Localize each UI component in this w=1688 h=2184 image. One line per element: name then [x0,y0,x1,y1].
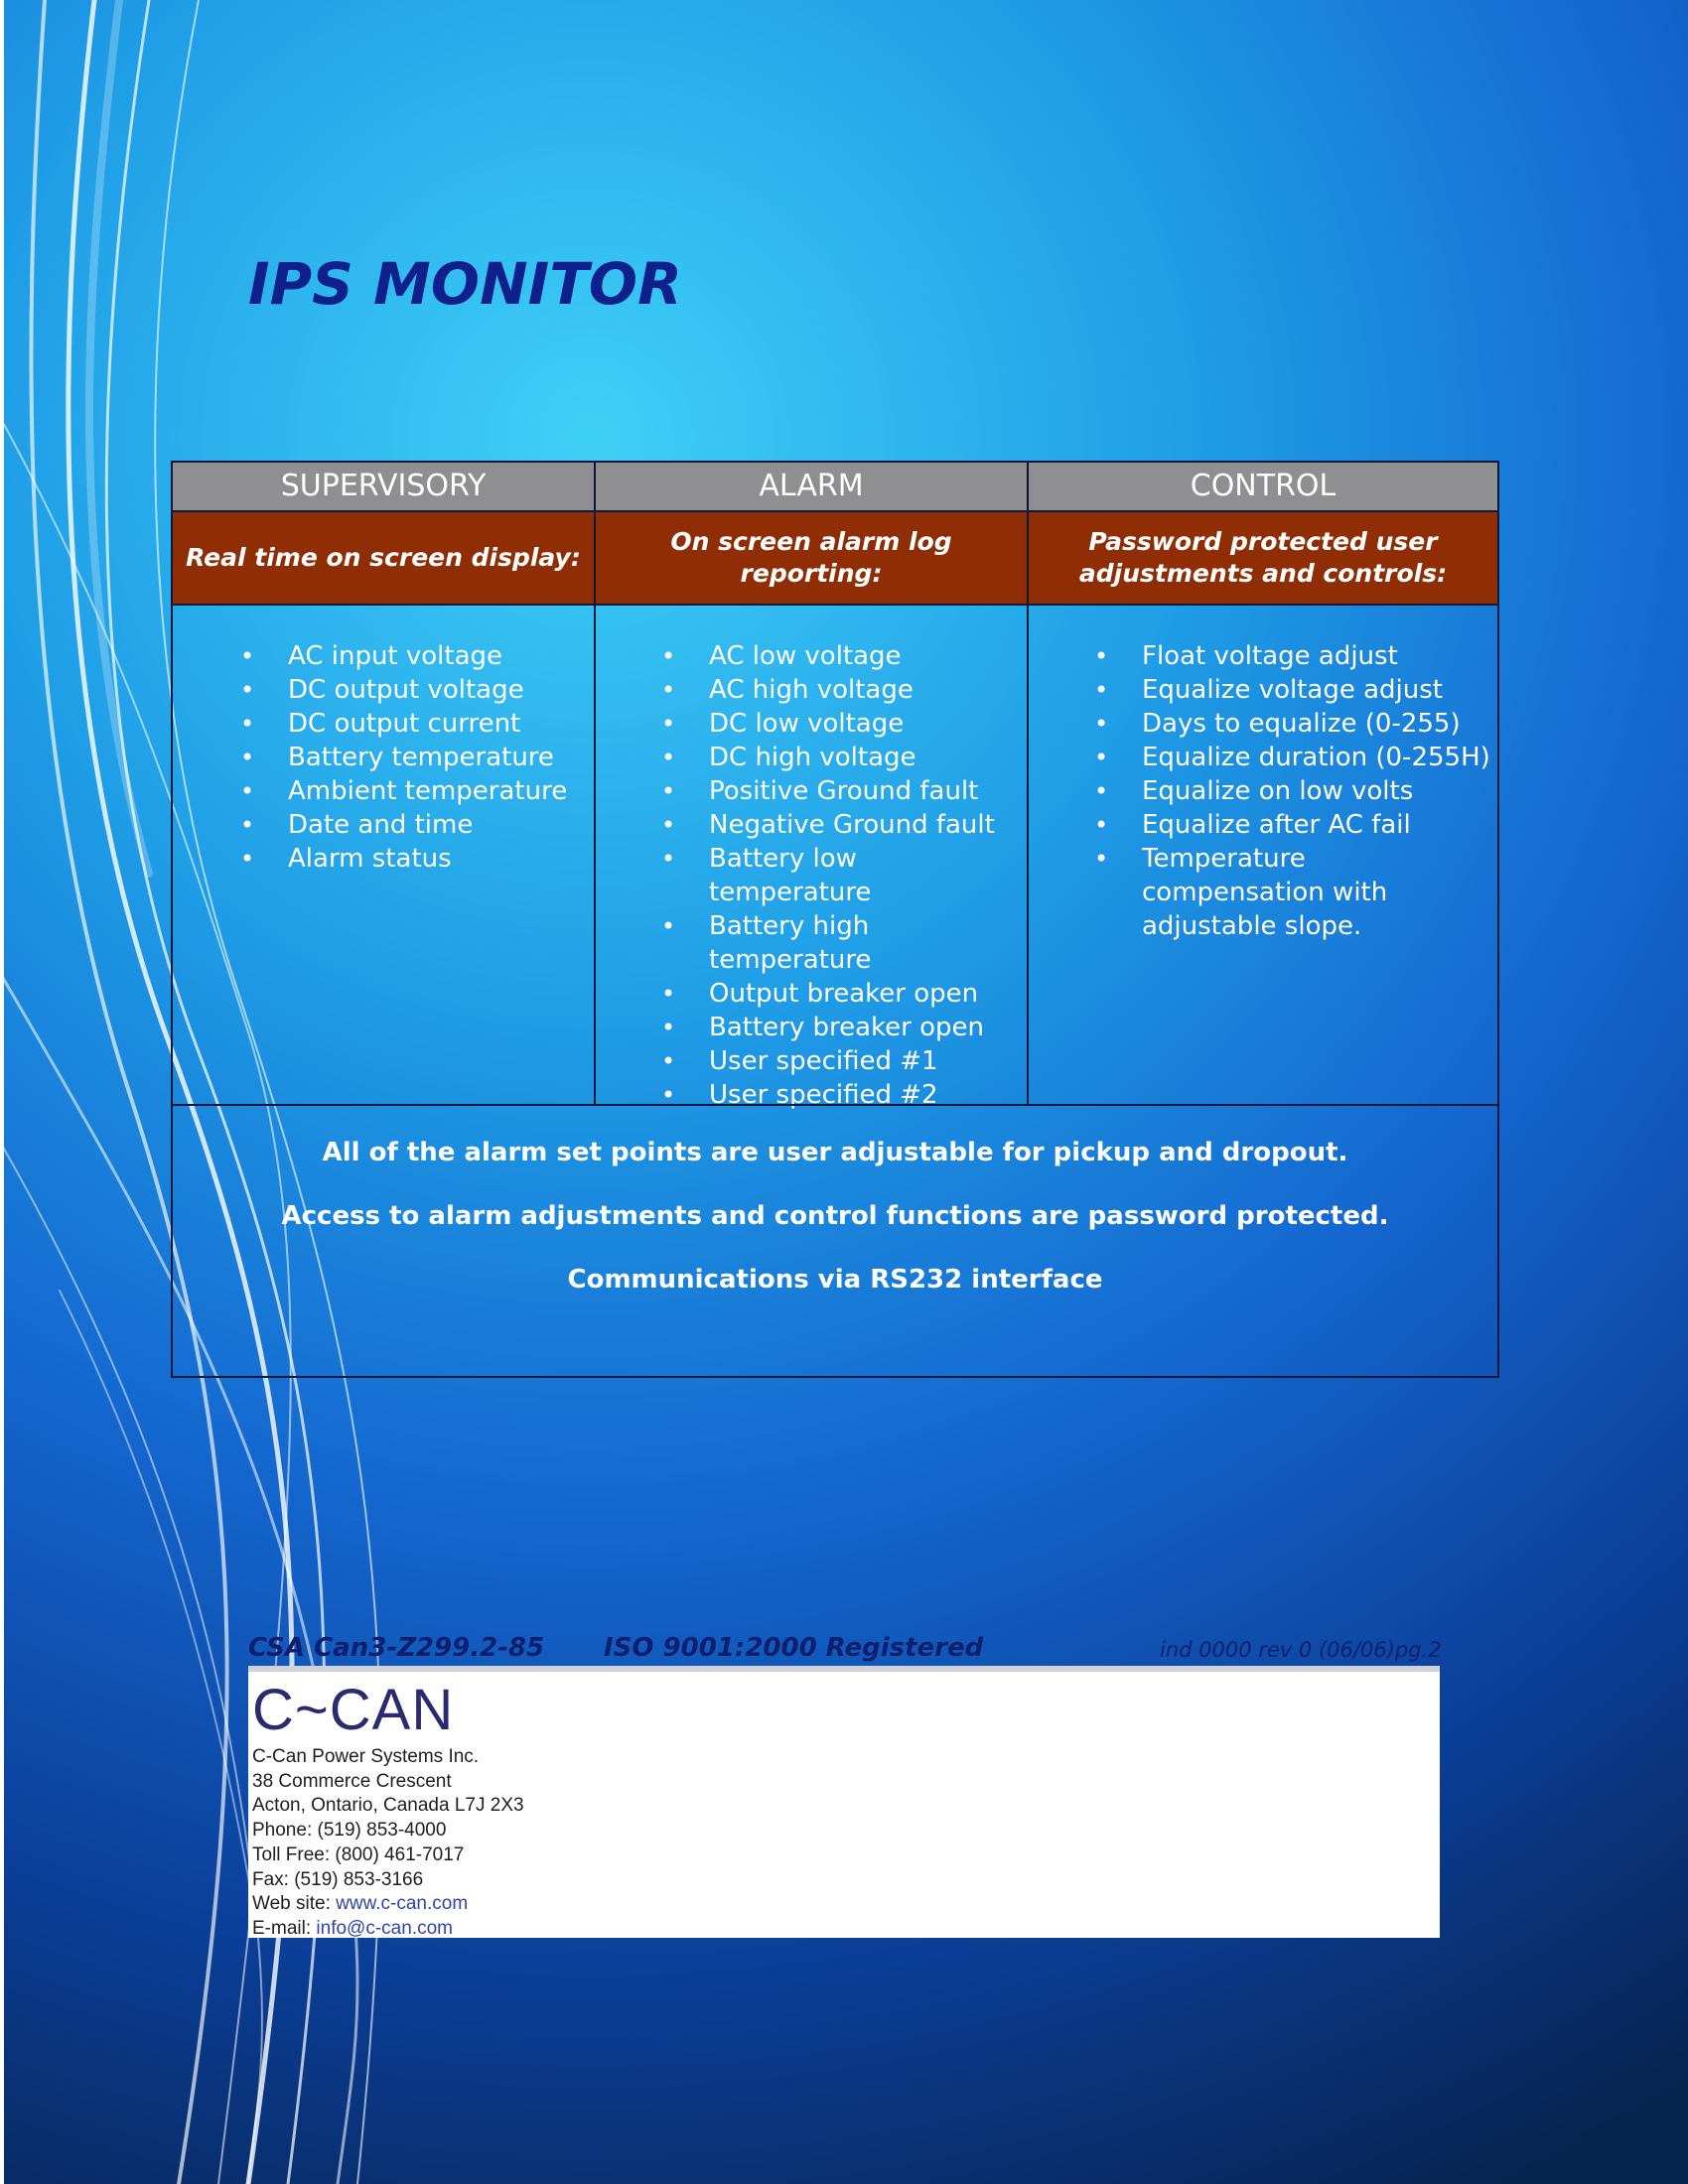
email-link[interactable]: info@c-can.com [316,1917,453,1939]
contact-divider [248,1666,1440,1672]
list-item: • Alarm status [288,842,567,876]
list-item: • Days to equalize (0-255) [1142,707,1495,741]
fax-label: Fax: [252,1868,295,1890]
list-item: • Battery temperature [288,741,567,774]
list-item: • Positive Ground fault [709,774,1017,808]
fax-number: (519) 853-3166 [294,1868,424,1890]
contact-details [252,1745,524,1942]
list-item: • Date and time [288,808,567,842]
list-item: • Temperature compensation with adjustable slope. [1142,842,1495,943]
supervisory-list-cell [173,606,594,1104]
tollfree-line [252,1843,524,1868]
list-item: • User specified #1 [709,1044,1017,1078]
list-item: • Ambient temperature [288,774,567,808]
feature-table [171,461,1499,1378]
phone-line [252,1819,524,1843]
control-list-cell [1027,606,1497,1104]
control-list [1142,639,1495,943]
website-label: Web site: [252,1893,337,1915]
list-item: • DC output current [288,707,567,741]
tollfree-number: (800) 461-7017 [335,1843,465,1865]
list-item: • Equalize on low volts [1142,774,1495,808]
list-item: • AC high voltage [709,673,1017,707]
list-item: • Negative Ground fault [709,808,1017,842]
fax-line [252,1868,524,1893]
list-item: • Battery low temperature [709,842,888,909]
list-item: • Battery breaker open [709,1011,1017,1044]
company-logo: C~CAN [252,1678,455,1742]
list-item: • User specified #2 [709,1078,1017,1112]
list-item: • Equalize after AC fail [1142,808,1495,842]
list-item: • Output breaker open [709,977,1017,1011]
tollfree-label: Toll Free: [252,1843,336,1865]
list-item: • DC high voltage [709,741,1017,774]
note-setpoints: All of the alarm set points are user adjustable for pickup and dropout. [322,1138,1348,1167]
email-line [252,1917,524,1942]
column-header-alarm: ALARM [594,463,1027,510]
email-label: E-mail: [252,1917,317,1939]
address-line-2: Acton, Ontario, Canada L7J 2X3 [252,1795,524,1817]
column-header-control: CONTROL [1027,463,1497,510]
list-item: • Equalize duration (0-255H) [1142,741,1495,774]
phone-number: (519) 853-4000 [317,1820,447,1842]
list-item: • Float voltage adjust [1142,639,1495,673]
contact-box [248,1666,1440,1938]
list-item: • DC low voltage [709,707,1017,741]
supervisory-list [288,639,567,876]
csa-standard: CSA Can3-Z299.2-85 [248,1633,545,1663]
note-communications: Communications via RS232 interface [567,1265,1103,1295]
note-password: Access to alarm adjustments and control functions are password protected. [281,1201,1389,1231]
website-link[interactable]: www.c-can.com [336,1893,469,1915]
table-notes [173,1104,1497,1376]
list-item: • AC input voltage [288,639,567,673]
list-item: • AC low voltage [709,639,1017,673]
revision-label: ind 0000 rev 0 (06/06)pg.2 [1160,1638,1442,1662]
column-header-supervisory: SUPERVISORY [173,463,594,510]
website-line [252,1892,524,1917]
list-item: • DC output voltage [288,673,567,707]
list-item: • Battery high temperature [709,909,888,977]
alarm-list-cell [594,606,1027,1110]
company-name: C-Can Power Systems Inc. [252,1746,480,1767]
address-line-1: 38 Commerce Crescent [252,1770,452,1792]
list-item: • Equalize voltage adjust [1142,673,1495,707]
column-subheader-alarm: On screen alarm log reporting: [594,510,1027,606]
column-subheader-supervisory: Real time on screen display: [173,510,594,606]
alarm-list [709,639,1017,1112]
column-subheader-control: Password protected user adjustments and controls: [1027,510,1497,606]
iso-registration: ISO 9001:2000 Registered [604,1633,984,1663]
page-title: IPS MONITOR [248,250,682,318]
phone-label: Phone: [252,1820,318,1842]
